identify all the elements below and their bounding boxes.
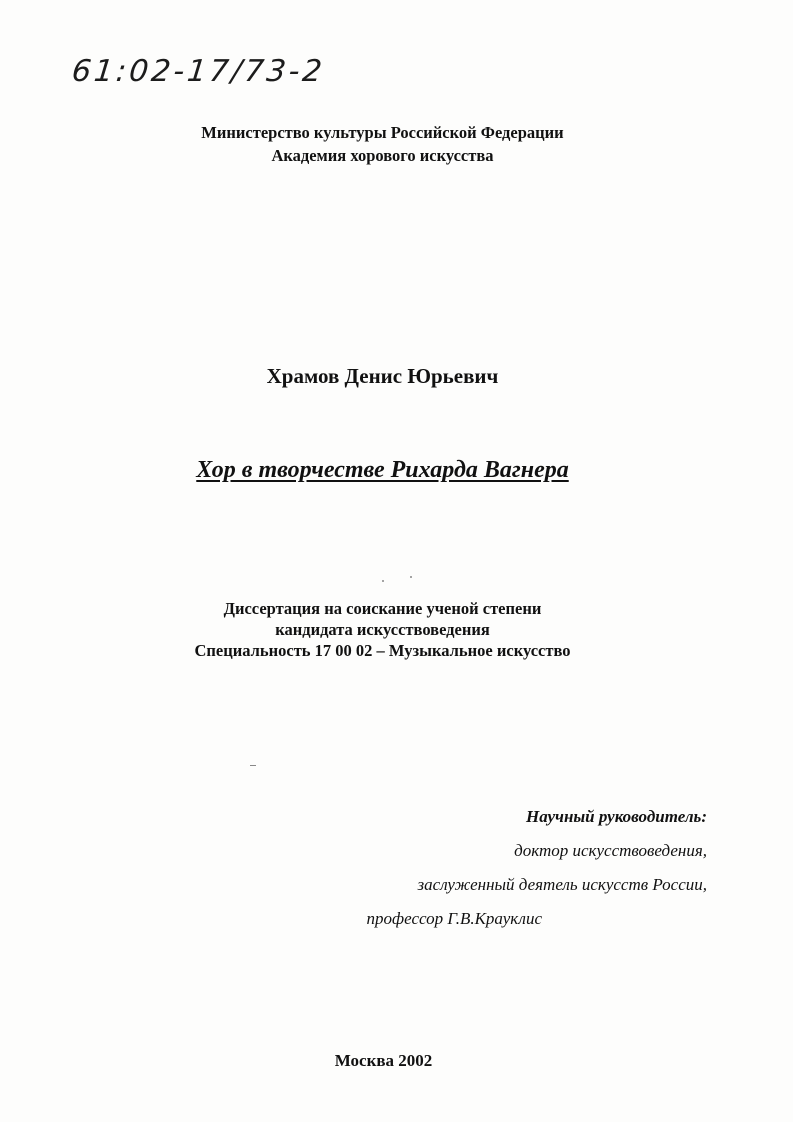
city-year: Москва 2002 [334,1051,433,1070]
dissertation-title [0,455,779,485]
academy-name: Академия хорового искусства [271,146,494,165]
scan-speck [410,576,412,578]
supervisor-block [287,800,707,936]
scan-speck [382,580,384,582]
degree-line-1: Диссертация на соискание ученой степени [223,599,542,618]
supervisor-label: Научный руководитель: [525,807,707,826]
ministry-name: Министерство культуры Российской Федерации [201,123,564,142]
supervisor-honor: заслуженный деятель искусств России, [417,875,707,894]
institution-header [0,121,779,167]
degree-statement [0,598,779,661]
archive-code-handwritten: 61:02-17/73-2 [70,54,327,89]
supervisor-name: профессор Г.В.Крауклис [366,909,542,928]
degree-line-2: кандидата искусствоведения [275,620,490,639]
supervisor-degree: доктор искусствоведения, [514,841,707,860]
author-name: Храмов Денис Юрьевич [266,364,499,388]
specialty-line: Специальность 17 00 02 – Музыкальное искусство [194,641,571,660]
dissertation-title-text: Хор в творчестве Рихарда Вагнера [196,457,569,483]
scan-speck [250,765,256,766]
